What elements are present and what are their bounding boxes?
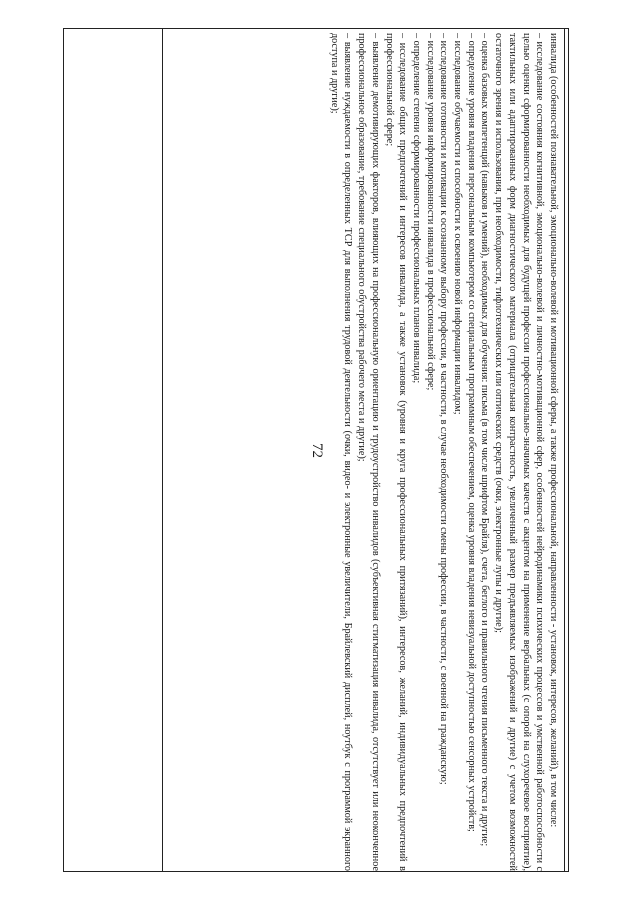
paragraph: – определение уровня владения персональным компьютером со специальным программным обеспечением, оценка уровня владения невизуальной доступностью сенсорных устройств; <box>465 33 477 832</box>
table-cell-text <box>164 33 560 871</box>
page-number-text: 72 <box>308 442 325 458</box>
paragraph: – оценка базовых компетенций (навыков и умений), необходимых для обучения: письма (в том числе шрифтом Брайля), счета, беглого и правильного чтения письменного текста и другие; <box>479 33 491 847</box>
table-column-divider <box>162 29 163 871</box>
paragraph: – определение степени сформированности профессиональных планов инвалида; <box>410 33 422 384</box>
table-body <box>64 29 568 871</box>
table-empty-cell <box>64 29 162 871</box>
paragraph: – выявление нуждаемости в определенных ТСР для выполнения трудовой деятельности (очки, видео- и электронные увеличители, Брайлевский дисплей, ноутбук с программой экранного доступа и другие); <box>328 33 354 871</box>
paragraph: инвалида (особенностей познавательной, эмоционально-волевой и мотивационной сферы, а также профессиональной, направленности - установок, интересов, желаний), в том числе: <box>548 33 559 828</box>
paragraph: – выявление демотивирующих факторов, влияющих на профессиональную ориентацию и трудоустройство инвалидов (субъективная стигматизация инвалида, отсутствует или неоконченное профессиональное образование, требование специального обустройства рабочего места и другие); <box>356 33 381 871</box>
rotated-table <box>63 28 569 872</box>
paragraph: – исследование состояния когнитивной, эмоционально-волевой и личностно-мотивационной сфер, особенностей нейродинамики психических процессов и умственной работоспособности с целью оценки сформированности необходимых для будущей профессии профессионально-значимых качеств с акцентом на применение вербальных (с опорой на слухоречевое восприятие), тактильных или адаптированных форм диагностического материала (отрицательная контрастность, увеличенный размер предъявляемых изображений и другие) с учетом возможностей остаточного зрения и использования, при необходимости, тифлотехнических или оптических средств (очки, электронные лупы и другие); <box>493 33 546 871</box>
paragraph: – исследование уровня информированности инвалида в профессиональной сфере; <box>424 33 436 391</box>
paragraph: – исследование готовности и мотивации к осознанному выбору профессии, в частности, в случае необходимости смены профессии, в частности, с военной на гражданскую; <box>438 33 450 785</box>
paragraph: – исследование обучаемости и способности к освоению новой информации инвалидом; <box>452 33 464 415</box>
paragraph: – исследование общих предпочтений и интересов инвалида, а также установок (уровня и круга профессиональных притязаний), интересов, желаний, индивидуальных предпочтений в профессиональной сфере; <box>383 33 409 871</box>
table-top-strip <box>564 29 568 871</box>
